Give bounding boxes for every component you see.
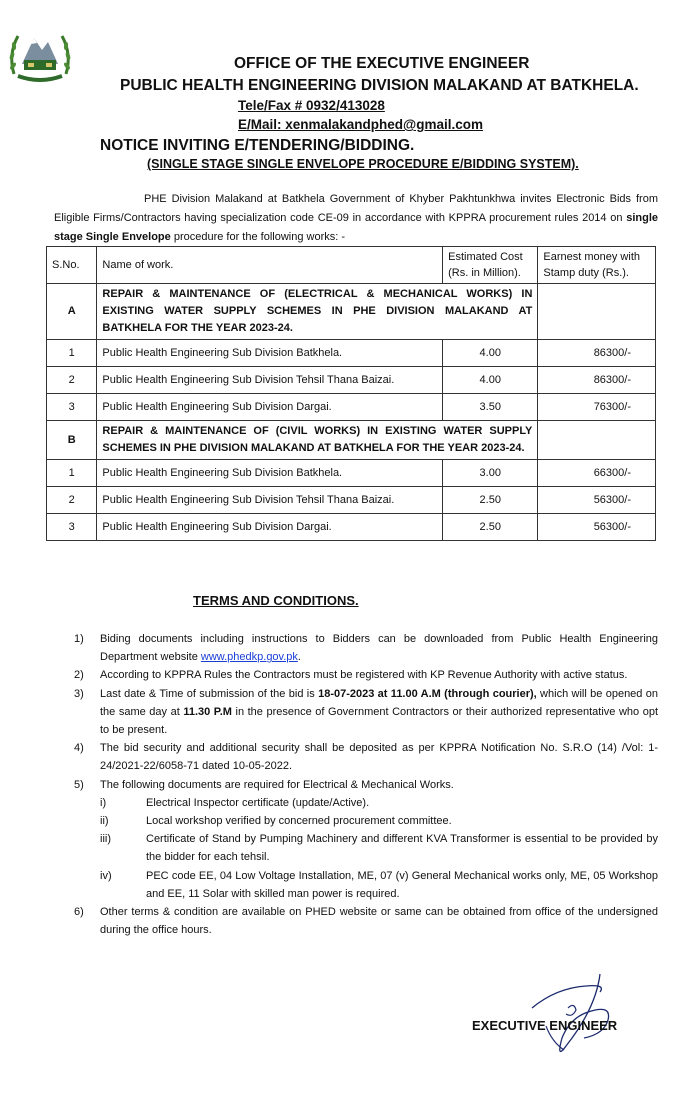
row-name: Public Health Engineering Sub Division Batkhela. [97, 460, 443, 487]
row-cost: 3.00 [443, 460, 538, 487]
section-row-b [47, 421, 656, 460]
term-item-3 [74, 685, 658, 740]
term-number: 3) [74, 687, 84, 700]
sub-item [100, 830, 658, 866]
row-money: 86300/- [538, 340, 656, 367]
row-cost: 2.50 [443, 514, 538, 541]
term-item-2 [74, 666, 658, 684]
sub-number: iv) [100, 869, 112, 882]
table-row [47, 367, 656, 394]
row-money: 66300/- [538, 460, 656, 487]
row-cost: 2.50 [443, 487, 538, 514]
term-text: Last date & Time of submission of the bid is [100, 687, 319, 700]
sub-text: PEC code EE, 04 Low Voltage Installation, ME, 07 (v) General Mechanical works only, ME, 05 Workshop and EE, 11 Solar with skilled man power is required. [146, 869, 658, 900]
row-sno: 1 [47, 340, 97, 367]
term-item-6 [74, 903, 658, 939]
sub-text: Local workshop verified by concerned procurement committee. [146, 815, 452, 828]
table-row [47, 460, 656, 487]
sub-item [100, 867, 658, 903]
row-sno: 2 [47, 487, 97, 514]
term-text-end: . [297, 651, 301, 664]
term-number: 2) [74, 669, 84, 682]
row-money: 86300/- [538, 367, 656, 394]
row-name: Public Health Engineering Sub Division Dargai. [97, 514, 443, 541]
empty-cell [538, 284, 656, 340]
sub-number: iii) [100, 833, 111, 846]
notice-title: NOTICE INVITING E/TENDERING/BIDDING. [100, 137, 415, 154]
term-text: Other terms & condition are available on PHED website or same can be obtained from office of the undersigned during the office hours. [100, 906, 658, 937]
telefax: Tele/Fax # 0932/413028 [238, 98, 385, 113]
phed-website-link[interactable]: www.phedkp.gov.pk [200, 651, 298, 664]
term-item-5 [74, 776, 658, 903]
terms-list [74, 630, 658, 939]
section-label: A [47, 284, 97, 340]
opening-time: 11.30 P.M [183, 705, 232, 718]
intro-text-2: procedure for the following works: - [170, 231, 346, 243]
sub-item [100, 812, 658, 830]
row-money: 56300/- [538, 514, 656, 541]
sub-text: Electrical Inspector certificate (update/Active). [146, 796, 370, 809]
row-name: Public Health Engineering Sub Division Tehsil Thana Baizai. [97, 487, 443, 514]
table-row [47, 394, 656, 421]
term-number: 5) [74, 778, 84, 791]
procedure-subtitle: (SINGLE STAGE SINGLE ENVELOPE PROCEDURE E/BIDDING SYSTEM). [147, 157, 579, 171]
row-money: 56300/- [538, 487, 656, 514]
row-name: Public Health Engineering Sub Division Tehsil Thana Baizai. [97, 367, 443, 394]
table-row [47, 487, 656, 514]
works-table [46, 246, 656, 541]
sub-item [100, 794, 658, 812]
section-row-a [47, 284, 656, 340]
division-title: PUBLIC HEALTH ENGINEERING DIVISION MALAKAND AT BATKHELA. [120, 77, 639, 94]
sub-number: ii) [100, 815, 109, 828]
term-item-4 [74, 739, 658, 775]
intro-bold: single stage Single Envelope [54, 212, 658, 243]
terms-title: TERMS AND CONDITIONS. [193, 593, 359, 608]
term-text: in the presence of Government Contractors or their authorized representative who opt to be present. [100, 705, 658, 737]
term-number: 4) [74, 742, 84, 755]
submission-deadline: 18-07-2023 at 11.00 A.M (through courier), [318, 687, 537, 700]
term-text: Biding documents including instructions to Bidders can be downloaded from Public Health Engineering Department website [100, 633, 658, 664]
intro-text-1: PHE Division Malakand at Batkhela Government of Khyber Pakhtunkhwa invites Electronic Bids from Eligible Firms/Contractors having specialization code CE-09 in accordance with KPPRA procurement rules 2014 on [54, 193, 658, 224]
intro-paragraph [54, 190, 658, 247]
row-name: Public Health Engineering Sub Division Batkhela. [97, 340, 443, 367]
term-number: 6) [74, 906, 84, 919]
row-sno: 3 [47, 514, 97, 541]
term-text: The bid security and additional security shall be deposited as per KPPRA Notification No. S.R.O (14) /Vol: 1-24/2021-22/6058-71 dated 10-05-2022. [100, 742, 658, 773]
section-title: REPAIR & MAINTENANCE OF (CIVIL WORKS) IN EXISTING WATER SUPPLY SCHEMES IN PHE DIVISION MALAKAND AT BATKHELA FOR THE YEAR 2023-24. [97, 421, 538, 460]
table-row [47, 514, 656, 541]
section-label: B [47, 421, 97, 460]
kp-government-logo [4, 24, 76, 86]
term-text: which will be opened on the same day at [100, 687, 658, 718]
term-text: According to KPPRA Rules the Contractors must be registered with KP Revenue Authority with active status. [100, 669, 628, 682]
term-text: The following documents are required for Electrical & Mechanical Works. [100, 778, 454, 791]
row-cost: 4.00 [443, 340, 538, 367]
header-money: Earnest money with Stamp duty (Rs.). [538, 247, 656, 284]
sub-number: i) [100, 796, 107, 809]
email-address: E/Mail: xenmalakandphed@gmail.com [238, 117, 483, 132]
row-sno: 1 [47, 460, 97, 487]
section-title: REPAIR & MAINTENANCE OF (ELECTRICAL & MECHANICAL WORKS) IN EXISTING WATER SUPPLY SCHEMES IN PHE DIVISION MALAKAND AT BATKHELA FOR THE YEAR 2023-24. [97, 284, 538, 340]
table-row [47, 340, 656, 367]
signatory-title: EXECUTIVE ENGINEER [472, 1018, 618, 1033]
term-number: 1) [74, 633, 84, 645]
header-cost: Estimated Cost (Rs. in Million). [443, 247, 538, 284]
sub-text: Certificate of Stand by Pumping Machinery and different KVA Transformer is essential to be provided by the bidder for each tehsil. [146, 833, 658, 864]
header-sno: S.No. [47, 247, 97, 284]
row-cost: 4.00 [443, 367, 538, 394]
office-title: OFFICE OF THE EXECUTIVE ENGINEER [234, 55, 530, 72]
table-header-row [47, 247, 656, 284]
empty-cell [538, 421, 656, 460]
row-sno: 3 [47, 394, 97, 421]
row-money: 76300/- [538, 394, 656, 421]
term-item-1 [74, 630, 658, 666]
row-cost: 3.50 [443, 394, 538, 421]
header-name: Name of work. [97, 247, 443, 284]
row-sno: 2 [47, 367, 97, 394]
row-name: Public Health Engineering Sub Division Dargai. [97, 394, 443, 421]
